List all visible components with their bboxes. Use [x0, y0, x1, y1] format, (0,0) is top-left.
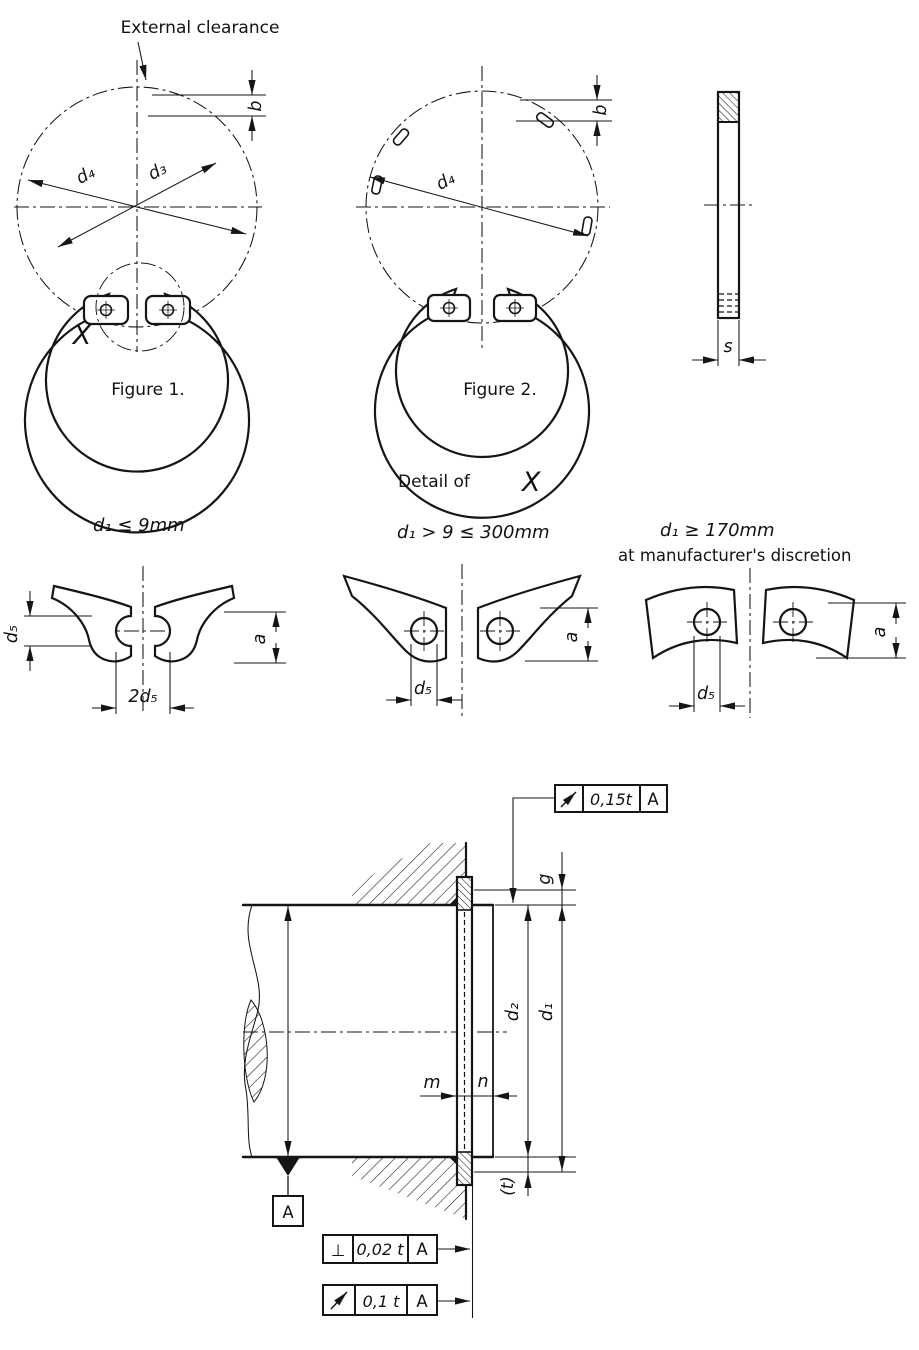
housing-section-bottom — [352, 1157, 466, 1219]
dim-d5-label: d₅ — [413, 679, 433, 699]
dim-s — [692, 320, 766, 366]
dim-b-label: b — [591, 104, 611, 116]
fcf-perpendicularity — [323, 1235, 470, 1263]
figure-2 — [356, 66, 612, 518]
detail-title-mark: X — [522, 467, 541, 498]
ring-end-left — [646, 587, 737, 658]
dim-d3-label: d₃ — [144, 158, 171, 185]
dim-m-label: m — [423, 1073, 441, 1093]
dim-d4-label: d₄ — [432, 168, 459, 195]
detail-large-rings — [618, 520, 906, 718]
detail-mid-rings — [344, 522, 598, 718]
dim-b-figure2 — [516, 75, 612, 146]
dim-b-label: b — [246, 100, 266, 112]
fcf-runout-value: 0,1 t — [362, 1292, 400, 1311]
dim-d2-label: d₂ — [503, 1002, 523, 1022]
perpendicularity-icon: ⊥ — [330, 1241, 346, 1260]
figure-1 — [14, 18, 279, 532]
dim-d2 — [503, 905, 528, 1196]
detail-small-rings — [2, 515, 286, 714]
datum-triangle — [276, 1157, 300, 1176]
fcf-perp-datum: A — [416, 1240, 428, 1259]
partial-section-hatch — [244, 1000, 267, 1102]
fcf-perp-value: 0,02 t — [356, 1240, 404, 1259]
dim-d1-label: d₁ — [537, 1002, 557, 1022]
ring-section-hatch — [718, 92, 739, 122]
installation-view — [243, 785, 667, 1318]
dim-t-label: (t) — [498, 1176, 517, 1196]
dim-d5-label: d₅ — [696, 684, 716, 704]
external-clearance-label: External clearance — [120, 18, 280, 38]
dim-a-label: a — [250, 633, 270, 645]
dim-a — [224, 612, 286, 663]
ring-end-left — [52, 586, 131, 661]
dim-d5 — [669, 636, 745, 712]
dim-d1 — [537, 1003, 562, 1171]
datum-label: A — [282, 1203, 294, 1222]
dim-d4-label: d₄ — [72, 162, 99, 189]
external-clearance-arrow — [138, 42, 146, 80]
dim-b-figure1 — [148, 70, 266, 141]
figure1-caption: Figure 1. — [111, 380, 185, 400]
housing-section-top — [352, 843, 466, 905]
fcf-runout-bottom — [323, 1285, 470, 1315]
fcf-top-value: 0,15t — [590, 790, 632, 809]
detail-small-heading: d₁ ≤ 9mm — [93, 515, 185, 536]
dim-d5-label: d₅ — [2, 624, 22, 644]
detail-x-mark: X — [72, 320, 92, 351]
fcf-top-datum: A — [647, 790, 659, 809]
dim-g-label: g — [535, 873, 555, 885]
ring-end-right — [155, 586, 234, 661]
detail-mid-heading: d₁ > 9 ≤ 300mm — [397, 522, 550, 543]
installed-ring-section — [457, 877, 472, 1185]
dim-a-label: a — [870, 626, 890, 638]
dim-2d5-label: 2d₅ — [128, 687, 158, 707]
detail-large-subheading: at manufacturer's discretion — [618, 546, 852, 565]
detail-large-heading: d₁ ≥ 170mm — [660, 520, 775, 541]
dim-s-label: s — [723, 337, 733, 357]
detail-title: Detail of — [398, 472, 470, 492]
dim-n-label: n — [477, 1072, 489, 1092]
figure2-caption: Figure 2. — [463, 380, 537, 400]
fcf-runout-datum: A — [416, 1292, 428, 1311]
dim-a-label: a — [562, 631, 582, 643]
dim-t — [498, 1173, 528, 1196]
datum-feature-a — [273, 905, 303, 1226]
side-view — [692, 92, 766, 366]
ring-end-right — [763, 587, 854, 658]
